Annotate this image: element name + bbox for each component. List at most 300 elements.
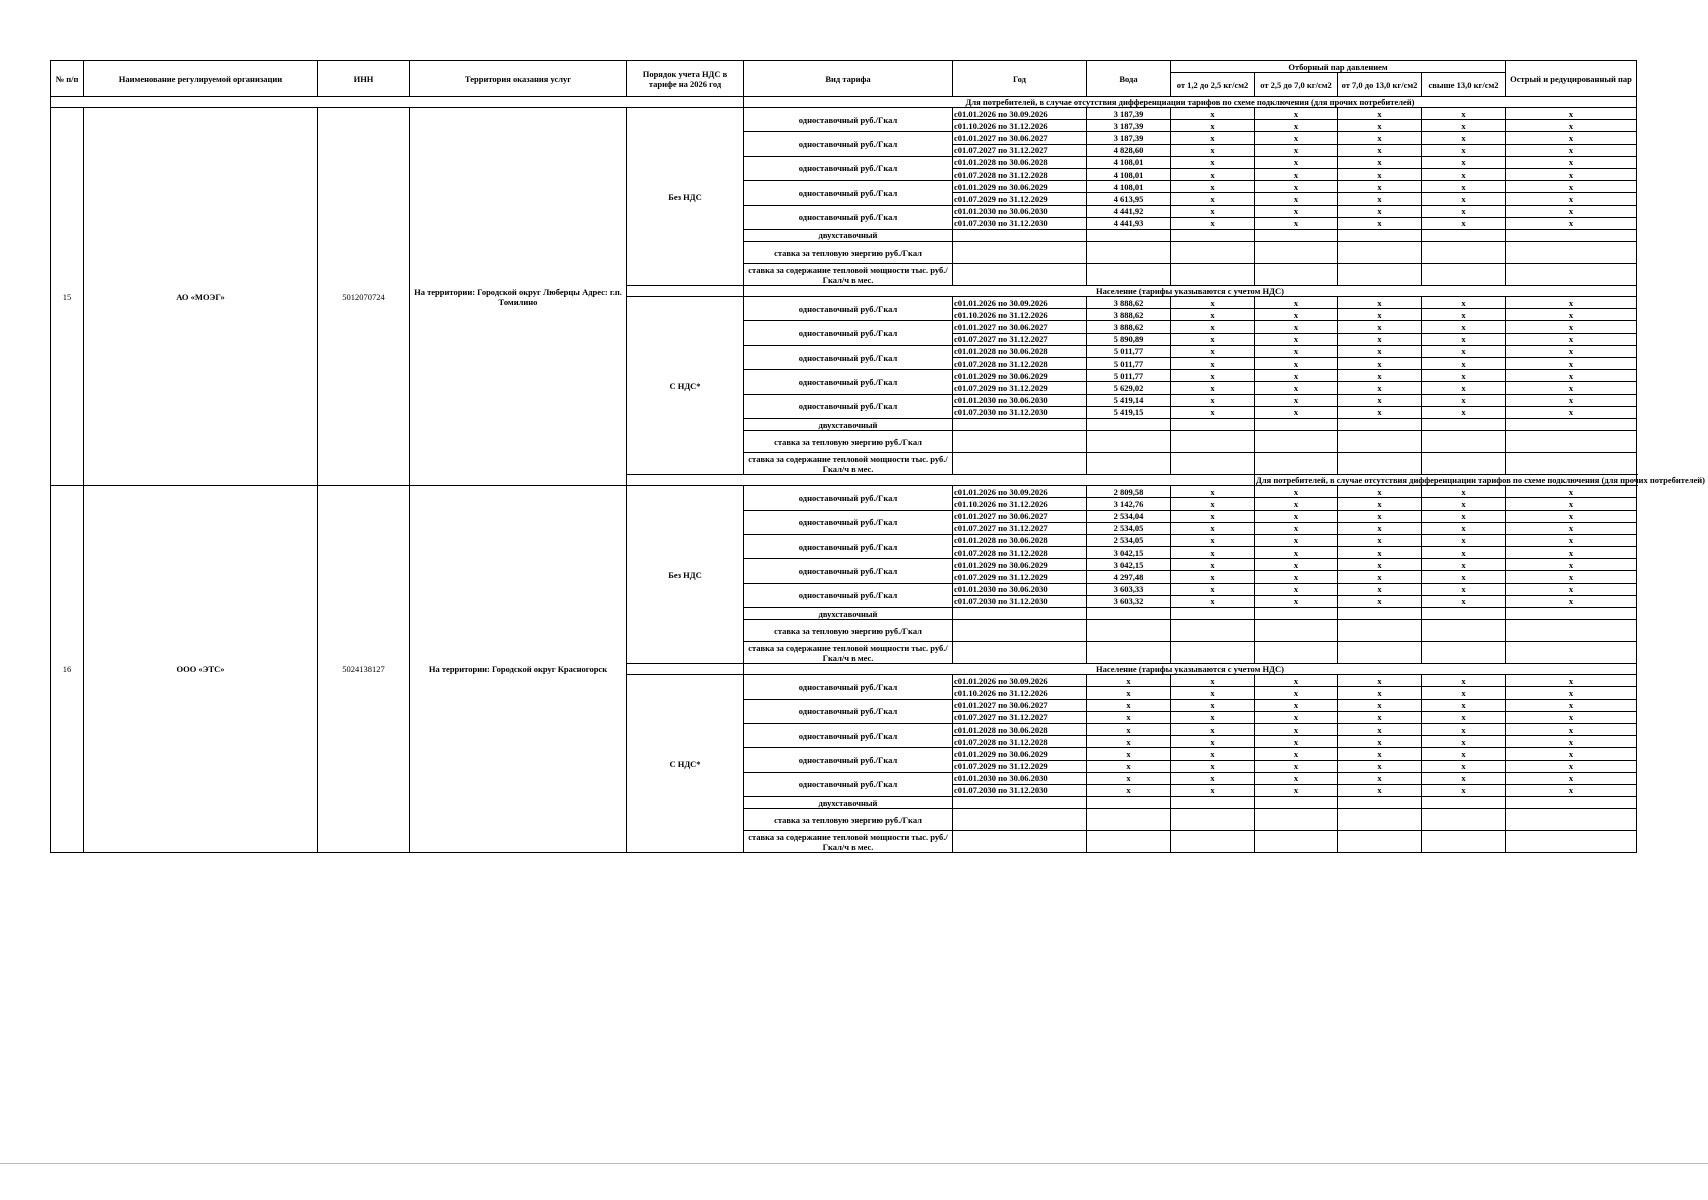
water-value: 3 042,15 bbox=[1087, 559, 1171, 571]
empty-cell bbox=[953, 642, 1087, 664]
steam-value: x bbox=[1255, 144, 1338, 156]
empty-cell bbox=[1338, 242, 1422, 264]
empty-cell bbox=[1255, 608, 1338, 620]
steam-value: x bbox=[1506, 595, 1637, 607]
org-territory: На территории: Городской округ Красногорск bbox=[410, 486, 627, 853]
period: с01.07.2027 по 31.12.2027 bbox=[953, 711, 1087, 723]
tariff-one-part: одноставочный руб./Гкал bbox=[744, 370, 953, 394]
tariff-one-part: одноставочный руб./Гкал bbox=[744, 108, 953, 132]
steam-value: x bbox=[1338, 583, 1422, 595]
steam-value: x bbox=[1422, 583, 1506, 595]
water-value: 3 187,39 bbox=[1087, 132, 1171, 144]
header-steam-3: от 7,0 до 13,0 кг/см2 bbox=[1338, 73, 1422, 97]
steam-value: x bbox=[1506, 687, 1637, 699]
empty-cell bbox=[953, 608, 1087, 620]
steam-value: x bbox=[1338, 510, 1422, 522]
water-value: x bbox=[1087, 748, 1171, 760]
steam-value: x bbox=[1255, 547, 1338, 559]
steam-value: x bbox=[1338, 595, 1422, 607]
empty-cell bbox=[1087, 453, 1171, 475]
section-population: Население (тарифы указываются с учетом НДС) bbox=[744, 286, 1637, 297]
water-value: 5 011,77 bbox=[1087, 358, 1171, 370]
steam-value: x bbox=[1255, 699, 1338, 711]
period: с01.01.2027 по 30.06.2027 bbox=[953, 510, 1087, 522]
water-value: 2 534,05 bbox=[1087, 522, 1171, 534]
steam-value: x bbox=[1338, 711, 1422, 723]
period: с01.07.2027 по 31.12.2027 bbox=[953, 333, 1087, 345]
empty-cell bbox=[1422, 797, 1506, 809]
steam-value: x bbox=[1255, 522, 1338, 534]
empty-cell bbox=[1422, 242, 1506, 264]
steam-value: x bbox=[1171, 772, 1255, 784]
org-territory: На территории: Городской округ Люберцы Адрес: г.п. Томилино bbox=[410, 108, 627, 486]
empty-cell bbox=[1506, 229, 1637, 241]
water-value: x bbox=[1087, 699, 1171, 711]
period: с01.07.2030 по 31.12.2030 bbox=[953, 217, 1087, 229]
header-num: № п/п bbox=[51, 61, 84, 97]
water-value: 3 187,39 bbox=[1087, 108, 1171, 120]
empty-cell bbox=[1506, 809, 1637, 831]
steam-value: x bbox=[1506, 108, 1637, 120]
steam-value: x bbox=[1171, 205, 1255, 217]
steam-value: x bbox=[1338, 358, 1422, 370]
period: с01.07.2030 по 31.12.2030 bbox=[953, 595, 1087, 607]
steam-value: x bbox=[1422, 547, 1506, 559]
empty-cell bbox=[1422, 642, 1506, 664]
empty-cell bbox=[1422, 620, 1506, 642]
steam-value: x bbox=[1506, 534, 1637, 546]
period: с01.01.2028 по 30.06.2028 bbox=[953, 156, 1087, 168]
steam-value: x bbox=[1338, 760, 1422, 772]
water-value: 4 828,60 bbox=[1087, 144, 1171, 156]
empty-cell bbox=[1255, 229, 1338, 241]
empty-cell bbox=[1171, 620, 1255, 642]
steam-value: x bbox=[1506, 333, 1637, 345]
empty-cell bbox=[1255, 620, 1338, 642]
empty-cell bbox=[1087, 620, 1171, 642]
steam-value: x bbox=[1422, 675, 1506, 687]
empty-cell bbox=[953, 431, 1087, 453]
water-value: x bbox=[1087, 772, 1171, 784]
steam-value: x bbox=[1171, 583, 1255, 595]
steam-value: x bbox=[1422, 382, 1506, 394]
steam-value: x bbox=[1338, 534, 1422, 546]
steam-value: x bbox=[1506, 760, 1637, 772]
steam-value: x bbox=[1338, 333, 1422, 345]
period: с01.07.2030 по 31.12.2030 bbox=[953, 784, 1087, 796]
empty-cell bbox=[1506, 242, 1637, 264]
steam-value: x bbox=[1422, 687, 1506, 699]
empty-cell bbox=[953, 831, 1087, 853]
period: с01.10.2026 по 31.12.2026 bbox=[953, 309, 1087, 321]
empty-cell bbox=[1171, 797, 1255, 809]
empty-cell bbox=[1087, 264, 1171, 286]
steam-value: x bbox=[1338, 784, 1422, 796]
water-value: x bbox=[1087, 723, 1171, 735]
steam-value: x bbox=[1506, 144, 1637, 156]
steam-value: x bbox=[1171, 522, 1255, 534]
tariff-one-part: одноставочный руб./Гкал bbox=[744, 394, 953, 418]
empty-cell bbox=[953, 229, 1087, 241]
steam-value: x bbox=[1422, 358, 1506, 370]
steam-value: x bbox=[1338, 394, 1422, 406]
steam-value: x bbox=[1171, 784, 1255, 796]
empty-cell bbox=[1171, 264, 1255, 286]
steam-value: x bbox=[1506, 784, 1637, 796]
water-value: x bbox=[1087, 675, 1171, 687]
steam-value: x bbox=[1506, 547, 1637, 559]
steam-value: x bbox=[1255, 120, 1338, 132]
tariff-one-part: одноставочный руб./Гкал bbox=[744, 205, 953, 229]
steam-value: x bbox=[1506, 699, 1637, 711]
steam-value: x bbox=[1255, 358, 1338, 370]
steam-value: x bbox=[1171, 181, 1255, 193]
tariff-two-part: двухставочный bbox=[744, 229, 953, 241]
steam-value: x bbox=[1422, 333, 1506, 345]
steam-value: x bbox=[1422, 699, 1506, 711]
steam-value: x bbox=[1506, 394, 1637, 406]
period: с01.10.2026 по 31.12.2026 bbox=[953, 120, 1087, 132]
steam-value: x bbox=[1255, 723, 1338, 735]
empty-cell bbox=[1338, 809, 1422, 831]
steam-value: x bbox=[1171, 321, 1255, 333]
steam-value: x bbox=[1255, 571, 1338, 583]
steam-value: x bbox=[1255, 583, 1338, 595]
empty-cell bbox=[1255, 418, 1338, 430]
period: с01.07.2030 по 31.12.2030 bbox=[953, 406, 1087, 418]
tariff-one-part: одноставочный руб./Гкал bbox=[744, 486, 953, 510]
tariff-one-part: одноставочный руб./Гкал bbox=[744, 559, 953, 583]
steam-value: x bbox=[1255, 711, 1338, 723]
empty-cell bbox=[1422, 431, 1506, 453]
empty-cell bbox=[953, 242, 1087, 264]
steam-value: x bbox=[1422, 297, 1506, 309]
steam-value: x bbox=[1255, 168, 1338, 180]
water-value: 3 888,62 bbox=[1087, 297, 1171, 309]
period: с01.07.2027 по 31.12.2027 bbox=[953, 522, 1087, 534]
steam-value: x bbox=[1171, 108, 1255, 120]
tariff-one-part: одноставочный руб./Гкал bbox=[744, 321, 953, 345]
steam-value: x bbox=[1338, 108, 1422, 120]
water-value: 4 108,01 bbox=[1087, 156, 1171, 168]
period: с01.07.2029 по 31.12.2029 bbox=[953, 571, 1087, 583]
steam-value: x bbox=[1171, 498, 1255, 510]
empty-cell bbox=[1087, 418, 1171, 430]
steam-value: x bbox=[1171, 510, 1255, 522]
empty-cell bbox=[1087, 809, 1171, 831]
empty-cell bbox=[1506, 418, 1637, 430]
steam-value: x bbox=[1171, 547, 1255, 559]
tariff-one-part: одноставочный руб./Гкал bbox=[744, 510, 953, 534]
header-sharp-steam: Острый и редуцированный пар bbox=[1506, 61, 1637, 97]
steam-value: x bbox=[1338, 571, 1422, 583]
steam-value: x bbox=[1255, 181, 1338, 193]
steam-value: x bbox=[1338, 217, 1422, 229]
header-steam-1: от 1,2 до 2,5 кг/см2 bbox=[1171, 73, 1255, 97]
steam-value: x bbox=[1171, 571, 1255, 583]
steam-value: x bbox=[1171, 144, 1255, 156]
steam-value: x bbox=[1255, 784, 1338, 796]
empty-cell bbox=[1422, 418, 1506, 430]
period: с01.01.2026 по 30.09.2026 bbox=[953, 486, 1087, 498]
steam-value: x bbox=[1171, 687, 1255, 699]
tariff-two-part: двухставочный bbox=[744, 797, 953, 809]
steam-value: x bbox=[1171, 760, 1255, 772]
steam-value: x bbox=[1171, 120, 1255, 132]
water-value: x bbox=[1087, 784, 1171, 796]
vat-spacer bbox=[627, 664, 744, 675]
empty-cell bbox=[1255, 831, 1338, 853]
empty-cell bbox=[953, 453, 1087, 475]
steam-value: x bbox=[1422, 498, 1506, 510]
tariff-one-part: одноставочный руб./Гкал bbox=[744, 181, 953, 205]
steam-value: x bbox=[1338, 309, 1422, 321]
period: с01.01.2029 по 30.06.2029 bbox=[953, 370, 1087, 382]
empty-cell bbox=[953, 809, 1087, 831]
steam-value: x bbox=[1506, 132, 1637, 144]
empty-cell bbox=[1422, 264, 1506, 286]
empty-cell bbox=[1338, 620, 1422, 642]
tariff-one-part: одноставочный руб./Гкал bbox=[744, 534, 953, 558]
empty-cell bbox=[1087, 229, 1171, 241]
steam-value: x bbox=[1422, 406, 1506, 418]
water-value: 3 603,32 bbox=[1087, 595, 1171, 607]
empty-cell bbox=[1171, 453, 1255, 475]
period: с01.07.2028 по 31.12.2028 bbox=[953, 168, 1087, 180]
water-value: 5 629,02 bbox=[1087, 382, 1171, 394]
steam-value: x bbox=[1255, 760, 1338, 772]
steam-value: x bbox=[1255, 406, 1338, 418]
tariff-one-part: одноставочный руб./Гкал bbox=[744, 748, 953, 772]
period: с01.10.2026 по 31.12.2026 bbox=[953, 687, 1087, 699]
steam-value: x bbox=[1171, 699, 1255, 711]
steam-value: x bbox=[1171, 394, 1255, 406]
water-value: 5 890,89 bbox=[1087, 333, 1171, 345]
table-row bbox=[51, 108, 1637, 120]
steam-value: x bbox=[1171, 711, 1255, 723]
empty-cell bbox=[1506, 642, 1637, 664]
water-value: 2 534,05 bbox=[1087, 534, 1171, 546]
steam-value: x bbox=[1422, 120, 1506, 132]
tariff-one-part: одноставочный руб./Гкал bbox=[744, 772, 953, 796]
water-value: 3 603,33 bbox=[1087, 583, 1171, 595]
empty-cell bbox=[1338, 608, 1422, 620]
steam-value: x bbox=[1171, 358, 1255, 370]
steam-value: x bbox=[1422, 193, 1506, 205]
steam-value: x bbox=[1255, 748, 1338, 760]
steam-value: x bbox=[1338, 699, 1422, 711]
empty-cell bbox=[1506, 620, 1637, 642]
steam-value: x bbox=[1338, 205, 1422, 217]
steam-value: x bbox=[1255, 595, 1338, 607]
tariff-rate-energy: ставка за тепловую энергию руб./Гкал bbox=[744, 809, 953, 831]
steam-value: x bbox=[1171, 370, 1255, 382]
steam-value: x bbox=[1171, 534, 1255, 546]
steam-value: x bbox=[1338, 522, 1422, 534]
steam-value: x bbox=[1422, 571, 1506, 583]
steam-value: x bbox=[1171, 748, 1255, 760]
steam-value: x bbox=[1506, 217, 1637, 229]
steam-value: x bbox=[1506, 510, 1637, 522]
steam-value: x bbox=[1171, 723, 1255, 735]
period: с01.10.2026 по 31.12.2026 bbox=[953, 498, 1087, 510]
tariff-rate-energy: ставка за тепловую энергию руб./Гкал bbox=[744, 620, 953, 642]
org-inn: 5012070724 bbox=[318, 108, 410, 486]
steam-value: x bbox=[1506, 370, 1637, 382]
steam-value: x bbox=[1506, 522, 1637, 534]
empty-cell bbox=[1338, 453, 1422, 475]
steam-value: x bbox=[1506, 675, 1637, 687]
period: с01.01.2028 по 30.06.2028 bbox=[953, 345, 1087, 357]
empty-cell bbox=[1087, 797, 1171, 809]
water-value: 5 011,77 bbox=[1087, 345, 1171, 357]
steam-value: x bbox=[1171, 333, 1255, 345]
steam-value: x bbox=[1338, 297, 1422, 309]
water-value: 3 888,62 bbox=[1087, 309, 1171, 321]
vat-mode: Без НДС bbox=[627, 486, 744, 664]
steam-value: x bbox=[1255, 559, 1338, 571]
period: с01.07.2028 по 31.12.2028 bbox=[953, 736, 1087, 748]
steam-value: x bbox=[1506, 168, 1637, 180]
empty-cell bbox=[1506, 797, 1637, 809]
org-num: 16 bbox=[51, 486, 84, 853]
steam-value: x bbox=[1422, 760, 1506, 772]
steam-value: x bbox=[1338, 687, 1422, 699]
steam-value: x bbox=[1171, 132, 1255, 144]
empty-cell bbox=[1338, 431, 1422, 453]
steam-value: x bbox=[1255, 132, 1338, 144]
empty-cell bbox=[1506, 264, 1637, 286]
table-header bbox=[51, 61, 1637, 97]
steam-value: x bbox=[1255, 510, 1338, 522]
steam-value: x bbox=[1422, 522, 1506, 534]
empty-cell bbox=[1422, 608, 1506, 620]
org-inn: 5024138127 bbox=[318, 486, 410, 853]
header-org: Наименование регулируемой организации bbox=[84, 61, 318, 97]
section-population: Население (тарифы указываются с учетом НДС) bbox=[744, 664, 1637, 675]
header-steam-2: от 2,5 до 7,0 кг/см2 bbox=[1255, 73, 1338, 97]
steam-value: x bbox=[1171, 559, 1255, 571]
empty-cell bbox=[1171, 242, 1255, 264]
steam-value: x bbox=[1171, 675, 1255, 687]
steam-value: x bbox=[1506, 406, 1637, 418]
steam-value: x bbox=[1255, 370, 1338, 382]
period: с01.01.2028 по 30.06.2028 bbox=[953, 534, 1087, 546]
org-name: ООО «ЭТС» bbox=[84, 486, 318, 853]
steam-value: x bbox=[1422, 181, 1506, 193]
steam-value: x bbox=[1422, 205, 1506, 217]
empty-cell bbox=[1338, 797, 1422, 809]
steam-value: x bbox=[1171, 406, 1255, 418]
empty-cell bbox=[1087, 642, 1171, 664]
empty-cell bbox=[1422, 453, 1506, 475]
steam-value: x bbox=[1255, 772, 1338, 784]
tariff-rate-energy: ставка за тепловую энергию руб./Гкал bbox=[744, 431, 953, 453]
empty-cell bbox=[1255, 264, 1338, 286]
steam-value: x bbox=[1506, 205, 1637, 217]
period: с01.07.2028 по 31.12.2028 bbox=[953, 547, 1087, 559]
water-value: x bbox=[1087, 711, 1171, 723]
steam-value: x bbox=[1506, 736, 1637, 748]
steam-value: x bbox=[1255, 321, 1338, 333]
empty-cell bbox=[1422, 831, 1506, 853]
steam-value: x bbox=[1506, 382, 1637, 394]
steam-value: x bbox=[1422, 510, 1506, 522]
tariff-two-part: двухставочный bbox=[744, 418, 953, 430]
period: с01.01.2029 по 30.06.2029 bbox=[953, 748, 1087, 760]
steam-value: x bbox=[1255, 486, 1338, 498]
period: с01.01.2027 по 30.06.2027 bbox=[953, 321, 1087, 333]
tariff-one-part: одноставочный руб./Гкал bbox=[744, 156, 953, 180]
header-vat: Порядок учета НДС в тарифе на 2026 год bbox=[627, 61, 744, 97]
steam-value: x bbox=[1255, 309, 1338, 321]
steam-value: x bbox=[1422, 772, 1506, 784]
water-value: x bbox=[1087, 687, 1171, 699]
table-body bbox=[51, 97, 1706, 853]
tariff-one-part: одноставочный руб./Гкал bbox=[744, 723, 953, 747]
steam-value: x bbox=[1338, 370, 1422, 382]
empty-cell bbox=[1338, 831, 1422, 853]
water-value: 4 441,93 bbox=[1087, 217, 1171, 229]
steam-value: x bbox=[1422, 345, 1506, 357]
steam-value: x bbox=[1506, 321, 1637, 333]
water-value: 4 108,01 bbox=[1087, 181, 1171, 193]
water-value: 3 888,62 bbox=[1087, 321, 1171, 333]
steam-value: x bbox=[1506, 181, 1637, 193]
water-value: 5 011,77 bbox=[1087, 370, 1171, 382]
steam-value: x bbox=[1171, 486, 1255, 498]
steam-value: x bbox=[1255, 193, 1338, 205]
empty-cell bbox=[1255, 797, 1338, 809]
steam-value: x bbox=[1338, 559, 1422, 571]
steam-value: x bbox=[1506, 120, 1637, 132]
empty-cell bbox=[1087, 831, 1171, 853]
steam-value: x bbox=[1255, 534, 1338, 546]
period: с01.01.2029 по 30.06.2029 bbox=[953, 559, 1087, 571]
steam-value: x bbox=[1255, 498, 1338, 510]
empty-cell bbox=[1338, 642, 1422, 664]
period: с01.07.2028 по 31.12.2028 bbox=[953, 358, 1087, 370]
period: с01.01.2030 по 30.06.2030 bbox=[953, 205, 1087, 217]
steam-value: x bbox=[1506, 297, 1637, 309]
period: с01.01.2030 по 30.06.2030 bbox=[953, 394, 1087, 406]
org-spacer bbox=[627, 475, 1255, 486]
empty-cell bbox=[1171, 809, 1255, 831]
empty-cell bbox=[953, 797, 1087, 809]
tariff-one-part: одноставочный руб./Гкал bbox=[744, 699, 953, 723]
tariff-one-part: одноставочный руб./Гкал bbox=[744, 675, 953, 699]
steam-value: x bbox=[1171, 193, 1255, 205]
steam-value: x bbox=[1338, 144, 1422, 156]
header-territory: Территория оказания услуг bbox=[410, 61, 627, 97]
steam-value: x bbox=[1506, 772, 1637, 784]
period: с01.01.2026 по 30.09.2026 bbox=[953, 297, 1087, 309]
steam-value: x bbox=[1506, 583, 1637, 595]
steam-value: x bbox=[1255, 382, 1338, 394]
org-num: 15 bbox=[51, 108, 84, 486]
steam-value: x bbox=[1422, 736, 1506, 748]
steam-value: x bbox=[1338, 168, 1422, 180]
period: с01.01.2026 по 30.09.2026 bbox=[953, 108, 1087, 120]
empty-cell bbox=[1506, 453, 1637, 475]
tariff-one-part: одноставочный руб./Гкал bbox=[744, 345, 953, 369]
vat-mode: С НДС* bbox=[627, 297, 744, 475]
steam-value: x bbox=[1255, 108, 1338, 120]
steam-value: x bbox=[1506, 156, 1637, 168]
empty-cell bbox=[1087, 608, 1171, 620]
header-water: Вода bbox=[1087, 61, 1171, 97]
steam-value: x bbox=[1338, 193, 1422, 205]
